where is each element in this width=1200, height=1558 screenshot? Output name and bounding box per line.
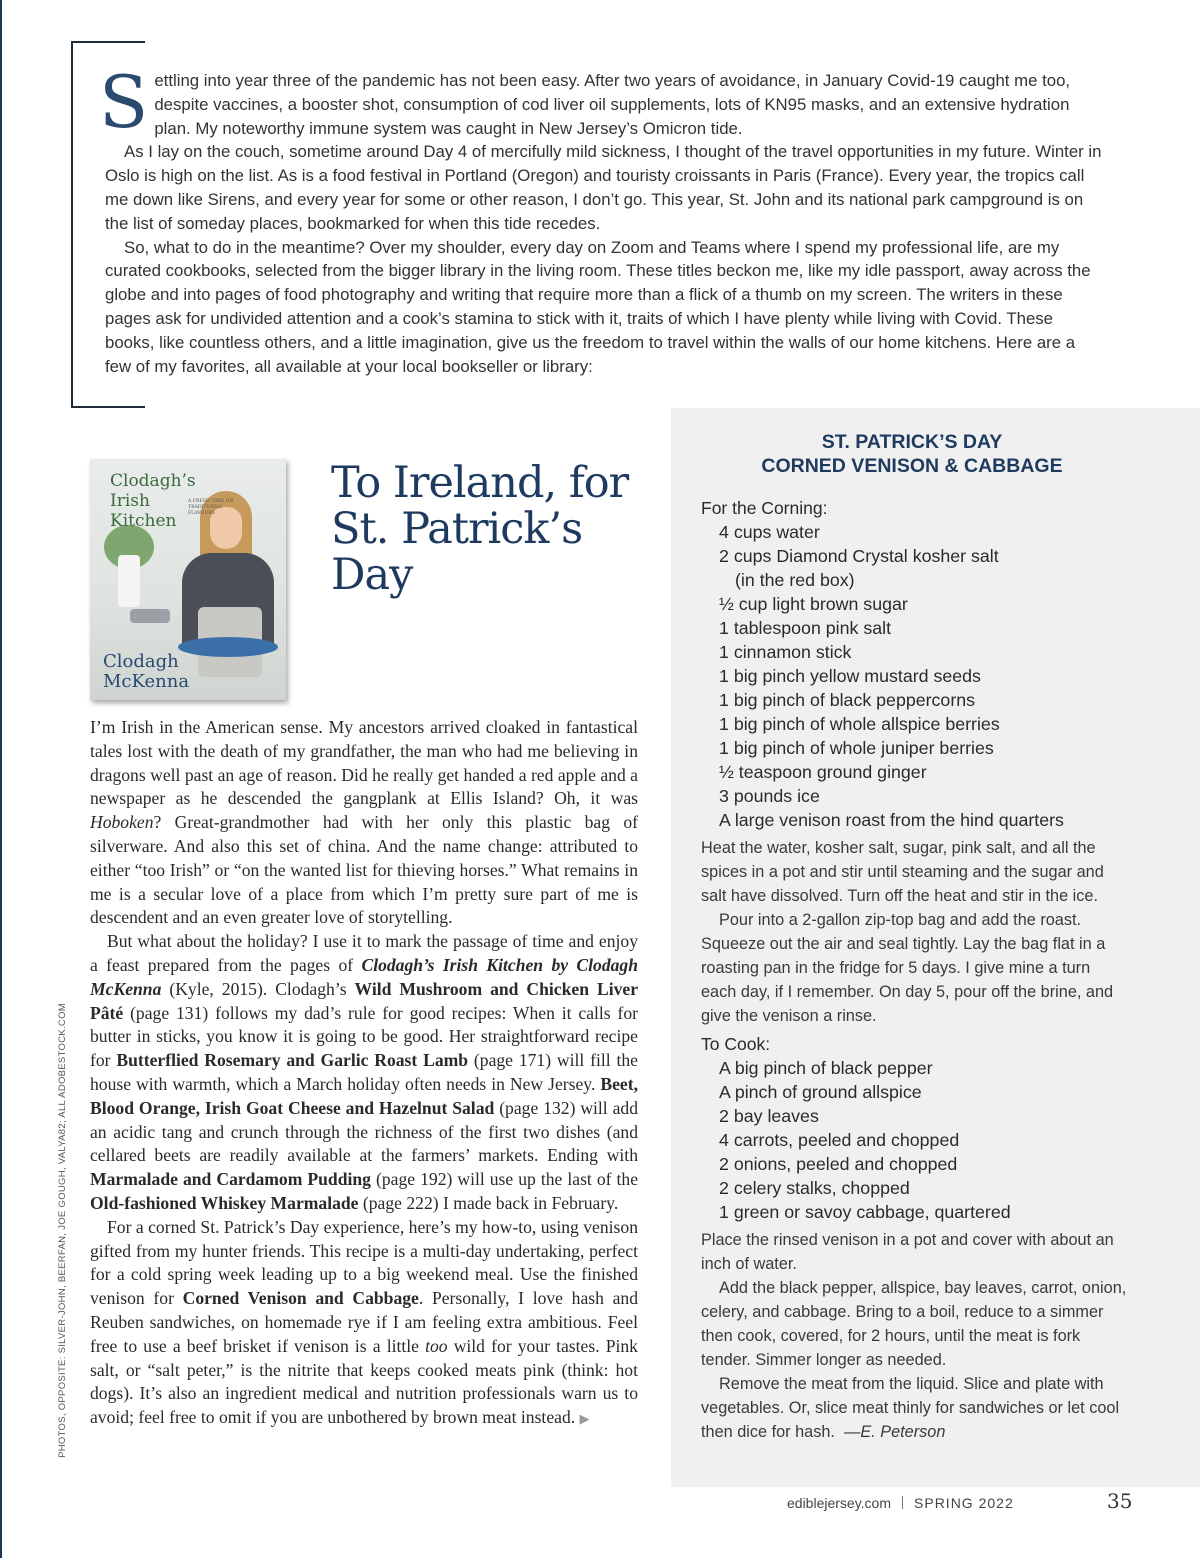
article-paragraph-2 <box>90 930 638 1216</box>
ingredient-item: 1 big pinch of whole allspice berries <box>719 714 1000 734</box>
intro-paragraph-1-text: ettling into year three of the pandemic has not been easy. After two years of avoidance, in January Covid-19 caught me too, despite vaccines, a booster shot, consumption of cod liver oil supplements, lots of KN95 masks, and an extensive hydration plan. My noteworthy immune system was caught in New Jersey’s Omicron tide. <box>154 71 1071 138</box>
p2-e: (page 132) will add an acidic tang and crunch through the richness of the first two dishes (and cellared beets are readily available at the farmers’ markets. Ending with <box>90 1097 638 1166</box>
p3-b: . Personally, I love hash and Reuben sandwiches, on homemade rye if I am feeling extra ambitious. Feel free to use a beef brisket if venison is a little <box>90 1288 638 1356</box>
ingredient-item: 1 big pinch yellow mustard seeds <box>719 666 981 686</box>
article-paragraph-3 <box>90 1216 638 1431</box>
p2-recipe-2: Butterflied Rosemary and Garlic Roast Lamb <box>116 1050 469 1071</box>
intro-text <box>99 60 1105 378</box>
intro-bracket-bottom <box>71 406 145 408</box>
p2-recipe-4: Marmalade and Cardamom Pudding <box>90 1169 371 1190</box>
cook-label: To Cook: <box>701 1034 771 1054</box>
p3-a: For a corned St. Patrick’s Day experience, here’s my how-to, using venison gifted from my hunter friends. This recipe is a multi-day undertaking, perfect for a cold spring week leading up to a big weekend meal. Use the finished venison for <box>90 1216 638 1309</box>
cook-step-3-text: Remove the meat from the liquid. Slice and plate with vegetables. Or, slice meat thinly for sandwiches or let cool then dice for hash. <box>701 1375 1120 1441</box>
end-mark-icon: ▶ <box>579 1411 590 1427</box>
p3-too: too <box>425 1335 448 1356</box>
book-cover-image <box>90 459 286 700</box>
cook-step-3 <box>701 1372 1129 1444</box>
p1-italic: Hoboken <box>90 812 154 833</box>
ingredient-item: 1 green or savoy cabbage, quartered <box>719 1202 1011 1222</box>
page-footer <box>787 1495 1014 1511</box>
ingredient-item: 1 tablespoon pink salt <box>719 618 892 638</box>
p2-b: (Kyle, 2015). Clodagh’s <box>169 978 347 999</box>
footer-divider <box>902 1496 903 1509</box>
book-subtitle: A FRESH TAKE ON TRADITIONAL FLAVOURS <box>188 499 234 516</box>
corning-step-2: Pour into a 2-gallon zip-top bag and add the roast. Squeeze out the air and seal tightly. Lay the bag flat in a roasting pan in the fridge for 5 days. I give mine a turn each day, if I remember. On day 5, pour off the brine, and give the venison a rinse. <box>701 911 1114 1025</box>
p2-c: (page 131) follows my dad’s rule for good recipes: When it calls for butter in sticks, you know it is going to be good. Her straightforward recipe for <box>90 1002 638 1071</box>
ingredient-item: (in the red box) <box>735 570 855 590</box>
ingredient-item: 4 carrots, peeled and chopped <box>719 1130 960 1150</box>
intro-paragraph-3: So, what to do in the meantime? Over my shoulder, every day on Zoom and Teams where I spend my professional life, are my curated cookbooks, selected from the bigger library in the living room. These titles beckon me, like my idle passport, away across the globe and into pages of food photography and writing that require more than a flick of a thumb on my screen. The writers in these pages ask for undivided attention and a cook’s stamina to stick with it, traits of which I have plenty while living with Covid. These books, like countless others, and a little imagination, give us the freedom to travel within the walls of our home kitchens. Here are a few of my favorites, all available at your local bookseller or library: <box>105 237 1091 376</box>
drop-cap: S <box>99 60 149 144</box>
ingredient-item: A pinch of ground allspice <box>719 1082 922 1102</box>
intro-bracket <box>71 41 73 408</box>
p1-end: ? Great-grandmother had with her only this plastic bag of silverware. And also this set of china. And the name change: attributed to either “too Irish” or “on the wanted list for thieving horses.” What remains in me is a secular love of a place from which I’m pretty sure part of me is descendent and an even greater love of storytelling. <box>90 812 638 928</box>
ingredient-item: A large venison roast from the hind quarters <box>719 810 1064 830</box>
corning-step-1: Heat the water, kosher salt, sugar, pink salt, and all the spices in a pot and stir until steaming and the sugar and salt have dissolved. Turn off the heat and stir in the ice. <box>701 839 1104 905</box>
ingredient-item: 2 celery stalks, chopped <box>719 1178 910 1198</box>
intro-paragraph-1 <box>99 60 1105 144</box>
p2-f: (page 192) will use up the last of the <box>376 1169 639 1190</box>
photo-credit: PHOTOS, OPPOSITE: SILVER-JOHN, BEERFAN, JOE GOUGH, VALYA82; ALL ADOBESTOCK.COM <box>57 1003 68 1458</box>
cover-vase <box>118 555 140 607</box>
ingredient-item: 1 big pinch of black peppercorns <box>719 690 976 710</box>
book-title: Clodagh’s Irish Kitchen <box>110 471 196 531</box>
article-body <box>90 716 638 1431</box>
article-paragraph-1 <box>90 716 638 930</box>
p2-a: But what about the holiday? I use it to mark the passage of time and enjoy a feast prepared from the pages of <box>90 931 638 975</box>
ingredient-item: ½ teaspoon ground ginger <box>719 762 927 782</box>
ingredient-item: 4 cups water <box>719 522 820 542</box>
ingredient-item: ½ cup light brown sugar <box>719 594 908 614</box>
ingredient-item: 1 cinnamon stick <box>719 642 852 662</box>
corning-steps <box>701 836 1129 1028</box>
intro-bracket-top <box>71 41 145 43</box>
article-headline: To Ireland, for St. Patrick’s Day <box>331 458 629 600</box>
cook-step-2: Add the black pepper, allspice, bay leaves, carrot, onion, celery, and cabbage. Bring to a boil, reduce to a simmer then cook, covered, for 2 hours, until the meat is fork tender. Simmer longer as needed. <box>701 1279 1127 1369</box>
corning-label: For the Corning: <box>701 498 828 518</box>
p2-recipe-1: Wild Mushroom and Chicken Liver Pâté <box>90 978 638 1023</box>
page-number: 35 <box>1107 1489 1133 1513</box>
p3-recipe-1: Corned Venison and Cabbage <box>182 1288 419 1309</box>
p1-text: I’m Irish in the American sense. My ancestors arrived cloaked in fantastical tales lost with the death of my grandfather, the man who had me believing in dragons well past an age of reason. Did he really get handed a red apple and a newspaper as he descended the gangplank at Ellis Island? Oh, it was <box>90 717 638 809</box>
p2-recipe-5: Old-fashioned Whiskey Marmalade <box>90 1192 359 1213</box>
cook-ingredients <box>701 1056 1129 1224</box>
p2-g: (page 222) I made back in February. <box>362 1192 619 1213</box>
ingredient-item: A big pinch of black pepper <box>719 1058 933 1078</box>
page-edge-rule <box>0 0 2 1558</box>
recipe-signature: —E. Peterson <box>844 1423 946 1441</box>
p2-d: (page 171) will fill the house with warmth, which a March holiday often needs in New Jersey. <box>90 1050 638 1094</box>
ingredient-item: 3 pounds ice <box>719 786 820 806</box>
p3-c: wild for your tastes. Pink salt, or “salt peter,” is the nitrite that keeps cooked meats pink (think: hot dogs). It’s also an ingredient medical and nutrition professionals warn us to avoid; feel free to omit if you are unbothered by brown meat instead. <box>90 1335 638 1428</box>
recipe-content <box>701 496 1129 1448</box>
p2-recipe-3: Beet, Blood Orange, Irish Goat Cheese and Hazelnut Salad <box>90 1073 638 1118</box>
intro-paragraph-2: As I lay on the couch, sometime around Day 4 of mercifully mild sickness, I thought of the travel opportunities in my future. Winter in Oslo is high on the list. As is a food festival in Portland (Oregon) and touristy croissants in Paris (France). Every year, the tropics call me down like Sirens, and every year for some or other reason, I don’t go. This year, St. John and its national park campground is on the list of someday places, bookmarked for when this tide recedes. <box>105 142 1102 233</box>
p2-book-title: Clodagh’s Irish Kitchen by Clodagh McKenna <box>90 954 638 999</box>
recipe-title <box>671 430 1153 478</box>
recipe-title-line-2: CORNED VENISON & CABBAGE <box>761 455 1063 477</box>
corning-ingredients <box>701 520 1129 832</box>
book-author: Clodagh McKenna <box>103 651 190 692</box>
cook-step-1: Place the rinsed venison in a pot and cover with about an inch of water. <box>701 1231 1114 1273</box>
ingredient-item: 1 big pinch of whole juniper berries <box>719 738 994 758</box>
footer-issue: SPRING 2022 <box>914 1495 1014 1511</box>
footer-site: ediblejersey.com <box>787 1495 892 1511</box>
ingredient-item: 2 onions, peeled and chopped <box>719 1154 958 1174</box>
ingredient-item: 2 bay leaves <box>719 1106 819 1126</box>
cover-pan <box>130 609 170 623</box>
recipe-title-line-1: ST. PATRICK’S DAY <box>821 431 1003 453</box>
cook-steps <box>701 1228 1129 1444</box>
ingredient-item: 2 cups Diamond Crystal kosher salt <box>719 546 999 566</box>
